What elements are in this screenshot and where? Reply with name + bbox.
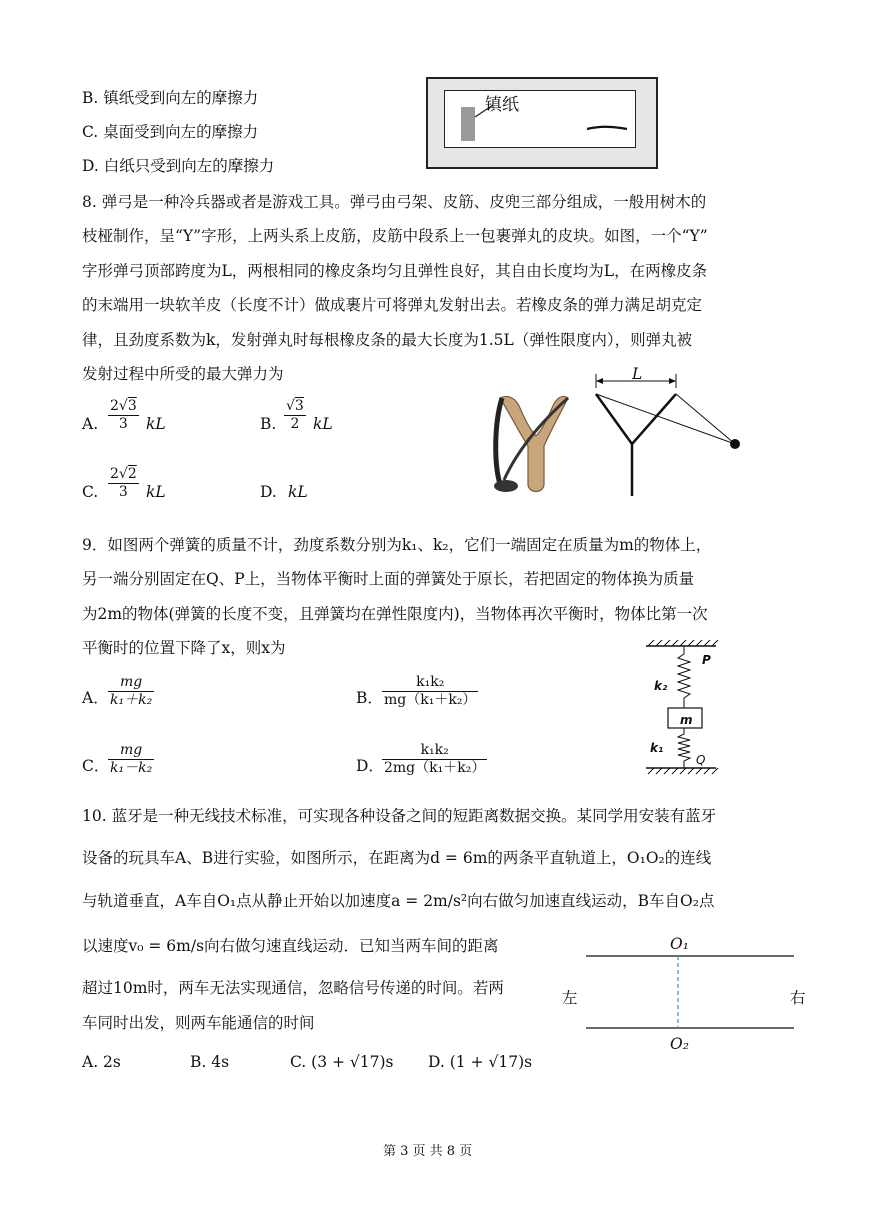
- q8-c-coef: 2: [110, 466, 119, 482]
- page-footer: 第 3 页 共 8 页: [383, 1144, 473, 1159]
- q8-fig-label-L: L: [632, 365, 643, 383]
- q9-line-1: 9．如图两个弹簧的质量不计，劲度系数分别为k₁、k₂，它们一端固定在质量为m的物体上，: [82, 536, 712, 554]
- q10-line-3: 与轨道垂直，A车自O₁点从静止开始以加速度a = 2m/s²向右做匀加速直线运动，B车自O₂点: [82, 892, 715, 910]
- q8-line-6: 发射过程中所受的最大弹力为: [82, 365, 284, 383]
- q7-brush-stroke: [585, 123, 635, 133]
- q8-option-a-label: A.: [82, 415, 99, 433]
- q8-option-a-tail: kL: [146, 415, 166, 433]
- q8-a-coef: 2: [110, 398, 119, 414]
- q8-b-den: 2: [290, 416, 300, 432]
- q9-option-a-label: A．: [82, 689, 109, 707]
- q9-option-c-fraction: [108, 742, 154, 777]
- q9-option-d-fraction: [382, 742, 487, 777]
- q10-fig-O2: O₂: [670, 1035, 689, 1053]
- q9-option-b-label: B．: [356, 689, 383, 707]
- q8-option-c-fraction: 2√2 3: [110, 466, 137, 500]
- q8-option-b-label: B.: [260, 415, 277, 433]
- q8-line-5: 律，且劲度系数为k，发射弹丸时每根橡皮条的最大长度为1.5L（弹性限度内），则弹丸被: [82, 331, 693, 349]
- q8-option-b-fraction: √3 2: [286, 398, 304, 432]
- q9-fig-P: P: [702, 653, 711, 667]
- q7-fig-label: 镇纸: [485, 95, 519, 115]
- q10-line-1: 10. 蓝牙是一种无线技术标准，可实现各种设备之间的短距离数据交换。某同学用安装有蓝牙: [82, 807, 717, 825]
- q10-fig-O1: O₁: [670, 935, 689, 953]
- q8-line-2: 枝桠制作，呈“Y”字形，上两头系上皮筋，皮筋中段系上一包裹弹丸的皮块。如图，一个“Y”: [82, 227, 708, 245]
- q10-option-a: A. 2s: [82, 1053, 121, 1071]
- q9-d-den: 2mg（k₁＋k₂）: [384, 760, 486, 776]
- q9-option-b-fraction: [382, 674, 478, 709]
- q8-y-diagram: [590, 370, 750, 500]
- q9-c-den: k₁－k₂: [110, 760, 153, 776]
- q10-line-5: 超过10m时，两车无法实现通信，忽略信号传递的时间。若两: [82, 979, 504, 997]
- q7-option-b: B. 镇纸受到向左的摩擦力: [82, 89, 259, 107]
- q10-fig-left: 左: [562, 989, 578, 1007]
- q8-line-1: 8. 弹弓是一种冷兵器或者是游戏工具。弹弓由弓架、皮筋、皮兜三部分组成，一般用树木的: [82, 193, 707, 211]
- q9-fig-k1: k₁: [650, 741, 664, 755]
- q9-fig-Q: Q: [696, 753, 706, 767]
- q9-option-c-label: C．: [82, 757, 110, 775]
- q9-fig-k2: k₂: [654, 679, 668, 693]
- q8-slingshot-photo: [490, 384, 580, 504]
- q9-d-num: k₁k₂: [420, 742, 449, 758]
- q8-option-c-tail: kL: [146, 483, 166, 501]
- q7-option-d: D. 白纸只受到向左的摩擦力: [82, 157, 275, 175]
- q7-paper: [444, 90, 636, 148]
- q9-line-2: 另一端分别固定在Q、P上，当物体平衡时上面的弹簧处于原长，若把固定的物体换为质量: [82, 570, 695, 588]
- q10-option-b: B. 4s: [190, 1053, 230, 1071]
- q8-a-rad: 3: [127, 398, 137, 414]
- q9-b-num: k₁k₂: [416, 674, 445, 690]
- q9-a-num: mg: [119, 674, 143, 690]
- q9-a-den: k₁＋k₂: [110, 692, 153, 708]
- q10-option-d: D. (1 + √17)s: [428, 1053, 533, 1071]
- q9-b-den: mg（k₁＋k₂）: [384, 692, 477, 708]
- q10-fig-right: 右: [790, 989, 806, 1007]
- q9-option-d-label: D．: [356, 757, 384, 775]
- q8-b-rad: 3: [294, 398, 304, 414]
- q9-line-4: 平衡时的位置下降了x，则x为: [82, 639, 286, 657]
- q10-track-figure: [586, 952, 806, 1042]
- q9-c-num: mg: [119, 742, 143, 758]
- q9-fig-m: m: [680, 713, 693, 727]
- q8-c-den: 3: [118, 484, 128, 500]
- q8-option-d-label: D.: [260, 483, 277, 501]
- q8-option-d-tail: kL: [288, 483, 308, 501]
- q8-option-c-label: C.: [82, 483, 99, 501]
- q8-line-3: 字形弹弓顶部跨度为L，两根相同的橡皮条均匀且弹性良好，其自由长度均为L，在两橡皮条: [82, 262, 708, 280]
- q9-line-3: 为2m的物体(弹簧的长度不变，且弹簧均在弹性限度内)，当物体再次平衡时，物体比第一次: [82, 605, 708, 623]
- q10-line-4: 以速度v₀ = 6m/s向右做匀速直线运动．已知当两车间的距离: [82, 937, 499, 955]
- q10-line-6: 车同时出发，则两车能通信的时间: [82, 1014, 315, 1032]
- q8-line-4: 的末端用一块软羊皮（长度不计）做成裹片可将弹丸发射出去。若橡皮条的弹力满足胡克定: [82, 296, 703, 314]
- q7-option-c: C. 桌面受到向左的摩擦力: [82, 123, 259, 141]
- q10-option-c: C. (3 + √17)s: [290, 1053, 394, 1071]
- q7-figure: [426, 77, 658, 169]
- q10-line-2: 设备的玩具车A、B进行实验，如图所示，在距离为d = 6m的两条平直轨道上，O₁O₂的连线: [82, 849, 712, 867]
- q9-option-a-fraction: [108, 674, 154, 709]
- q8-option-a-fraction: 2√3 3: [110, 398, 137, 432]
- q8-a-den: 3: [118, 416, 128, 432]
- q8-option-b-tail: kL: [313, 415, 333, 433]
- q8-c-rad: 2: [127, 466, 137, 482]
